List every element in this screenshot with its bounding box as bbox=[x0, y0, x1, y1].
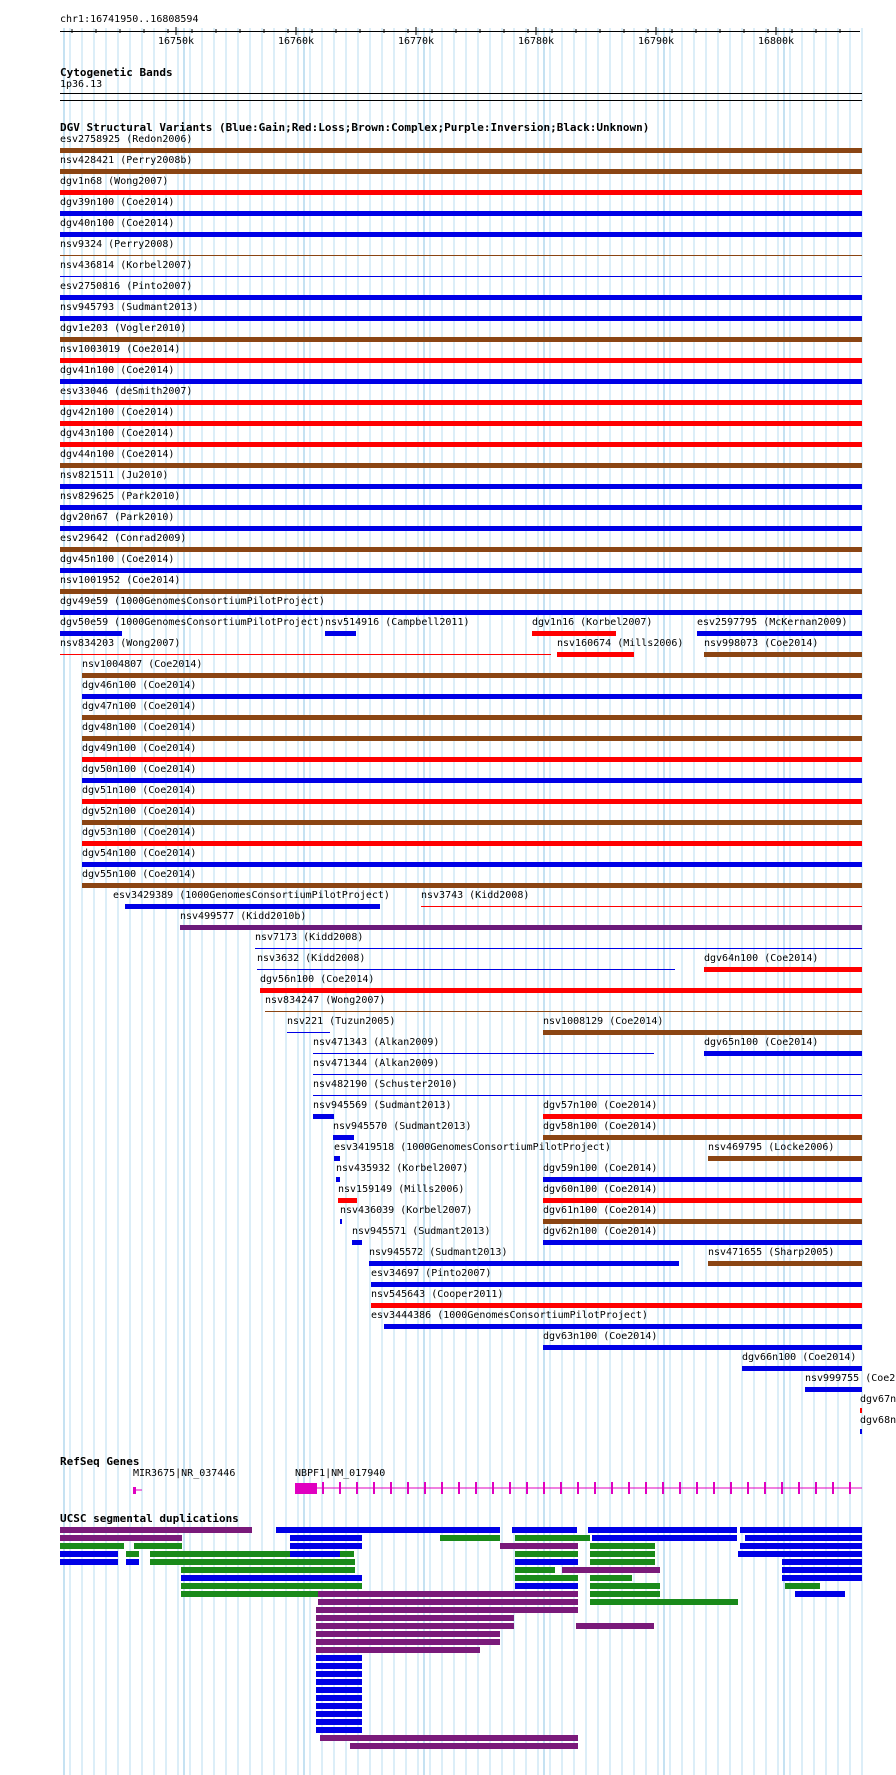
gene-nbpf1-exon[interactable] bbox=[611, 1482, 613, 1494]
dgv-feature-bar[interactable] bbox=[265, 1011, 862, 1012]
dgv-feature-bar[interactable] bbox=[255, 948, 862, 949]
gene-nbpf1-exon[interactable] bbox=[424, 1482, 426, 1494]
dgv-feature-label[interactable]: nsv435932 (Korbel2007) bbox=[336, 1163, 469, 1174]
dgv-feature-bar[interactable] bbox=[60, 547, 862, 552]
dgv-feature-label[interactable]: nsv428421 (Perry2008b) bbox=[60, 155, 193, 166]
dgv-feature-bar[interactable] bbox=[333, 1135, 354, 1140]
dgv-feature-bar[interactable] bbox=[82, 757, 862, 762]
dgv-feature-bar[interactable] bbox=[860, 1429, 862, 1434]
dgv-feature-bar[interactable] bbox=[704, 652, 862, 657]
segdup-bar[interactable] bbox=[181, 1567, 355, 1573]
dgv-feature-label[interactable]: dgv46n100 (Coe2014) bbox=[82, 680, 197, 691]
dgv-feature-label[interactable]: nsv436039 (Korbel2007) bbox=[340, 1205, 473, 1216]
dgv-feature-label[interactable]: esv3429389 (1000GenomesConsortiumPilotProject) bbox=[113, 890, 390, 901]
gene-nbpf1-exon[interactable] bbox=[339, 1482, 341, 1494]
dgv-feature-bar[interactable] bbox=[82, 778, 862, 783]
gene-nbpf1-exon[interactable] bbox=[526, 1482, 528, 1494]
dgv-feature-bar[interactable] bbox=[543, 1177, 862, 1182]
dgv-feature-bar[interactable] bbox=[60, 379, 862, 384]
track-title-refseq[interactable]: RefSeq Genes bbox=[60, 1455, 140, 1468]
segdup-bar[interactable] bbox=[318, 1599, 578, 1605]
segdup-bar[interactable] bbox=[60, 1551, 118, 1557]
segdup-bar[interactable] bbox=[316, 1647, 480, 1653]
segdup-bar[interactable] bbox=[134, 1543, 182, 1549]
dgv-feature-bar[interactable] bbox=[543, 1135, 862, 1140]
dgv-feature-label[interactable]: nsv471344 (Alkan2009) bbox=[313, 1058, 440, 1069]
gene-nbpf1-exon[interactable] bbox=[295, 1483, 317, 1494]
dgv-feature-bar[interactable] bbox=[313, 1114, 334, 1119]
dgv-feature-bar[interactable] bbox=[60, 610, 862, 615]
dgv-feature-label[interactable]: nsv821511 (Ju2010) bbox=[60, 470, 169, 481]
segdup-bar[interactable] bbox=[181, 1575, 362, 1581]
segdup-bar[interactable] bbox=[350, 1743, 578, 1749]
segdup-bar[interactable] bbox=[515, 1575, 578, 1581]
dgv-feature-label[interactable]: nsv436814 (Korbel2007) bbox=[60, 260, 193, 271]
dgv-feature-label[interactable]: dgv1n68 (Wong2007) bbox=[60, 176, 169, 187]
dgv-feature-bar[interactable] bbox=[60, 505, 862, 510]
dgv-feature-bar[interactable] bbox=[60, 255, 862, 256]
dgv-feature-bar[interactable] bbox=[543, 1345, 862, 1350]
segdup-bar[interactable] bbox=[316, 1607, 578, 1613]
segdup-bar[interactable] bbox=[316, 1687, 362, 1693]
dgv-feature-bar[interactable] bbox=[543, 1219, 862, 1224]
gene-nbpf1-exon[interactable] bbox=[390, 1482, 392, 1494]
gene-nbpf1-exon[interactable] bbox=[373, 1482, 375, 1494]
dgv-feature-label[interactable]: nsv482190 (Schuster2010) bbox=[313, 1079, 458, 1090]
segdup-bar[interactable] bbox=[316, 1695, 362, 1701]
dgv-feature-label[interactable]: esv29642 (Conrad2009) bbox=[60, 533, 187, 544]
dgv-feature-bar[interactable] bbox=[708, 1156, 862, 1161]
dgv-feature-bar[interactable] bbox=[60, 148, 862, 153]
segdup-bar[interactable] bbox=[318, 1591, 578, 1597]
dgv-feature-label[interactable]: dgv49e59 (1000GenomesConsortiumPilotProject) bbox=[60, 596, 325, 607]
segdup-bar[interactable] bbox=[316, 1623, 514, 1629]
gene-nbpf1-exon[interactable] bbox=[628, 1482, 630, 1494]
dgv-feature-bar[interactable] bbox=[313, 1095, 862, 1096]
segdup-bar[interactable] bbox=[440, 1535, 500, 1541]
dgv-feature-bar[interactable] bbox=[60, 211, 862, 216]
segdup-bar[interactable] bbox=[782, 1575, 862, 1581]
segdup-bar[interactable] bbox=[126, 1551, 139, 1557]
segdup-bar[interactable] bbox=[316, 1631, 500, 1637]
gene-nbpf1-exon[interactable] bbox=[679, 1482, 681, 1494]
segdup-bar[interactable] bbox=[316, 1671, 362, 1677]
ruler-line bbox=[60, 31, 860, 32]
gene-label-mir3675[interactable]: MIR3675|NR_037446 bbox=[133, 1468, 236, 1479]
ruler-tick-label: 16780k bbox=[517, 36, 555, 47]
dgv-feature-label[interactable]: dgv50e59 (1000GenomesConsortiumPilotProject) bbox=[60, 617, 325, 628]
dgv-feature-bar[interactable] bbox=[421, 906, 862, 907]
segdup-bar[interactable] bbox=[590, 1551, 655, 1557]
dgv-feature-label[interactable]: dgv68n bbox=[860, 1415, 896, 1426]
segdup-bar[interactable] bbox=[60, 1527, 252, 1533]
segdup-bar[interactable] bbox=[562, 1567, 660, 1573]
dgv-feature-bar[interactable] bbox=[82, 820, 862, 825]
dgv-feature-label[interactable]: nsv1001952 (Coe2014) bbox=[60, 575, 181, 586]
segdup-bar[interactable] bbox=[795, 1591, 845, 1597]
gene-nbpf1-exon[interactable] bbox=[713, 1482, 715, 1494]
dgv-feature-label[interactable]: dgv67n bbox=[860, 1394, 896, 1405]
dgv-feature-label[interactable]: dgv1e203 (Vogler2010) bbox=[60, 323, 187, 334]
dgv-feature-label[interactable]: dgv57n100 (Coe2014) bbox=[543, 1100, 658, 1111]
dgv-feature-bar[interactable] bbox=[704, 1051, 862, 1056]
dgv-feature-bar[interactable] bbox=[82, 694, 862, 699]
dgv-feature-bar[interactable] bbox=[60, 589, 862, 594]
dgv-feature-bar[interactable] bbox=[340, 1219, 342, 1224]
coordinate-label: chr1:16741950..16808594 bbox=[60, 14, 199, 25]
dgv-feature-bar[interactable] bbox=[180, 925, 862, 930]
segdup-bar[interactable] bbox=[320, 1735, 578, 1741]
gene-nbpf1-exon[interactable] bbox=[832, 1482, 834, 1494]
segdup-bar[interactable] bbox=[512, 1527, 577, 1533]
segdup-bar[interactable] bbox=[515, 1551, 578, 1557]
segdup-bar[interactable] bbox=[740, 1543, 862, 1549]
dgv-feature-bar[interactable] bbox=[557, 652, 634, 657]
dgv-feature-bar[interactable] bbox=[860, 1408, 862, 1413]
dgv-feature-label[interactable]: nsv945793 (Sudmant2013) bbox=[60, 302, 199, 313]
dgv-feature-bar[interactable] bbox=[805, 1387, 862, 1392]
dgv-feature-label[interactable]: nsv3632 (Kidd2008) bbox=[257, 953, 366, 964]
dgv-feature-label[interactable]: dgv45n100 (Coe2014) bbox=[60, 554, 175, 565]
dgv-feature-label[interactable]: nsv514916 (Campbell2011) bbox=[325, 617, 470, 628]
dgv-feature-label[interactable]: esv2597795 (McKernan2009) bbox=[697, 617, 848, 628]
gene-nbpf1-exon[interactable] bbox=[781, 1482, 783, 1494]
segdup-bar[interactable] bbox=[590, 1599, 738, 1605]
segdup-bar[interactable] bbox=[500, 1543, 578, 1549]
dgv-feature-label[interactable]: esv3419518 (1000GenomesConsortiumPilotProject) bbox=[334, 1142, 611, 1153]
dgv-feature-bar[interactable] bbox=[60, 654, 551, 655]
segdup-bar[interactable] bbox=[590, 1559, 655, 1565]
gene-nbpf1-exon[interactable] bbox=[458, 1482, 460, 1494]
segdup-bar[interactable] bbox=[290, 1535, 362, 1541]
segdup-bar[interactable] bbox=[290, 1551, 340, 1557]
gene-nbpf1-exon[interactable] bbox=[322, 1482, 324, 1494]
segdup-bar[interactable] bbox=[782, 1567, 862, 1573]
dgv-feature-bar[interactable] bbox=[352, 1240, 362, 1245]
dgv-feature-bar[interactable] bbox=[287, 1032, 330, 1033]
dgv-feature-bar[interactable] bbox=[543, 1030, 862, 1035]
ruler-tick-label: 16770k bbox=[397, 36, 435, 47]
dgv-feature-label[interactable]: nsv999755 (Coe2 bbox=[805, 1373, 896, 1384]
dgv-feature-label[interactable]: esv2750816 (Pinto2007) bbox=[60, 281, 193, 292]
dgv-feature-label[interactable]: dgv41n100 (Coe2014) bbox=[60, 365, 175, 376]
dgv-feature-label[interactable]: dgv20n67 (Park2010) bbox=[60, 512, 175, 523]
segdup-bar[interactable] bbox=[181, 1583, 362, 1589]
dgv-feature-bar[interactable] bbox=[313, 1053, 654, 1054]
ruler-tick-label: 16800k bbox=[757, 36, 795, 47]
dgv-feature-label[interactable]: nsv945572 (Sudmant2013) bbox=[369, 1247, 508, 1258]
dgv-feature-label[interactable]: dgv64n100 (Coe2014) bbox=[704, 953, 819, 964]
dgv-feature-bar[interactable] bbox=[82, 883, 862, 888]
dgv-feature-bar[interactable] bbox=[742, 1366, 862, 1371]
dgv-feature-bar[interactable] bbox=[260, 988, 862, 993]
dgv-feature-bar[interactable] bbox=[82, 862, 862, 867]
dgv-feature-bar[interactable] bbox=[82, 736, 862, 741]
dgv-feature-bar[interactable] bbox=[704, 967, 862, 972]
dgv-feature-bar[interactable] bbox=[371, 1282, 862, 1287]
dgv-feature-label[interactable]: dgv50n100 (Coe2014) bbox=[82, 764, 197, 775]
segdup-bar[interactable] bbox=[290, 1543, 362, 1549]
segdup-bar[interactable] bbox=[150, 1559, 355, 1565]
segdup-bar[interactable] bbox=[316, 1639, 500, 1645]
gene-mir3675-exon[interactable] bbox=[133, 1487, 136, 1494]
segdup-bar[interactable] bbox=[515, 1567, 555, 1573]
dgv-feature-label[interactable]: dgv65n100 (Coe2014) bbox=[704, 1037, 819, 1048]
dgv-feature-bar[interactable] bbox=[82, 673, 862, 678]
dgv-feature-bar[interactable] bbox=[60, 232, 862, 237]
segdup-bar[interactable] bbox=[740, 1527, 862, 1533]
segdup-bar[interactable] bbox=[316, 1663, 362, 1669]
dgv-feature-label[interactable]: dgv60n100 (Coe2014) bbox=[543, 1184, 658, 1195]
segdup-bar[interactable] bbox=[590, 1575, 632, 1581]
gene-label-nbpf1[interactable]: NBPF1|NM_017940 bbox=[295, 1468, 386, 1479]
dgv-feature-label[interactable]: nsv159149 (Mills2006) bbox=[338, 1184, 465, 1195]
segdup-bar[interactable] bbox=[592, 1535, 737, 1541]
dgv-feature-label[interactable]: dgv56n100 (Coe2014) bbox=[260, 974, 375, 985]
segdup-bar[interactable] bbox=[316, 1679, 362, 1685]
cytoband-label: 1p36.13 bbox=[60, 79, 103, 90]
segdup-bar[interactable] bbox=[515, 1535, 590, 1541]
gene-nbpf1-exon[interactable] bbox=[492, 1482, 494, 1494]
dgv-feature-bar[interactable] bbox=[543, 1198, 862, 1203]
gene-nbpf1-exon[interactable] bbox=[407, 1482, 409, 1494]
segdup-bar[interactable] bbox=[316, 1719, 362, 1725]
dgv-feature-label[interactable]: dgv63n100 (Coe2014) bbox=[543, 1331, 658, 1342]
gene-nbpf1-exon[interactable] bbox=[356, 1482, 358, 1494]
dgv-feature-label[interactable]: dgv66n100 (Coe2014) bbox=[742, 1352, 857, 1363]
dgv-feature-bar[interactable] bbox=[82, 799, 862, 804]
dgv-feature-bar[interactable] bbox=[60, 484, 862, 489]
ruler-tick-label: 16790k bbox=[637, 36, 675, 47]
dgv-feature-bar[interactable] bbox=[532, 631, 616, 636]
dgv-feature-label[interactable]: dgv61n100 (Coe2014) bbox=[543, 1205, 658, 1216]
dgv-feature-label[interactable]: dgv48n100 (Coe2014) bbox=[82, 722, 197, 733]
segdup-bar[interactable] bbox=[60, 1543, 124, 1549]
dgv-feature-label[interactable]: nsv499577 (Kidd2010b) bbox=[180, 911, 307, 922]
dgv-feature-label[interactable]: nsv834203 (Wong2007) bbox=[60, 638, 181, 649]
segdup-bar[interactable] bbox=[782, 1559, 862, 1565]
segdup-bar[interactable] bbox=[316, 1711, 362, 1717]
dgv-feature-bar[interactable] bbox=[60, 295, 862, 300]
dgv-feature-label[interactable]: nsv471343 (Alkan2009) bbox=[313, 1037, 440, 1048]
gene-nbpf1-exon[interactable] bbox=[730, 1482, 732, 1494]
dgv-feature-bar[interactable] bbox=[60, 358, 862, 363]
dgv-feature-label[interactable]: dgv54n100 (Coe2014) bbox=[82, 848, 197, 859]
dgv-feature-bar[interactable] bbox=[60, 169, 862, 174]
dgv-feature-label[interactable]: dgv44n100 (Coe2014) bbox=[60, 449, 175, 460]
track-title-segdup[interactable]: UCSC segmental duplications bbox=[60, 1512, 239, 1525]
dgv-feature-label[interactable]: nsv7173 (Kidd2008) bbox=[255, 932, 364, 943]
segdup-bar[interactable] bbox=[60, 1535, 182, 1541]
dgv-feature-label[interactable]: dgv49n100 (Coe2014) bbox=[82, 743, 197, 754]
dgv-feature-bar[interactable] bbox=[60, 463, 862, 468]
segdup-bar[interactable] bbox=[576, 1623, 654, 1629]
dgv-feature-bar[interactable] bbox=[334, 1156, 340, 1161]
dgv-feature-label[interactable]: nsv1008129 (Coe2014) bbox=[543, 1016, 664, 1027]
dgv-feature-label[interactable]: nsv945571 (Sudmant2013) bbox=[352, 1226, 491, 1237]
dgv-feature-bar[interactable] bbox=[60, 400, 862, 405]
dgv-feature-label[interactable]: dgv52n100 (Coe2014) bbox=[82, 806, 197, 817]
segdup-bar[interactable] bbox=[515, 1559, 578, 1565]
dgv-feature-bar[interactable] bbox=[708, 1261, 862, 1266]
dgv-feature-label[interactable]: nsv945570 (Sudmant2013) bbox=[333, 1121, 472, 1132]
dgv-feature-label[interactable]: dgv58n100 (Coe2014) bbox=[543, 1121, 658, 1132]
dgv-feature-label[interactable]: dgv43n100 (Coe2014) bbox=[60, 428, 175, 439]
ruler-tick-label: 16750k bbox=[157, 36, 195, 47]
dgv-feature-bar[interactable] bbox=[125, 904, 380, 909]
dgv-feature-bar[interactable] bbox=[60, 276, 862, 277]
gene-nbpf1-exon[interactable] bbox=[594, 1482, 596, 1494]
dgv-feature-bar[interactable] bbox=[325, 631, 356, 636]
dgv-feature-bar[interactable] bbox=[60, 421, 862, 426]
gene-nbpf1-exon[interactable] bbox=[798, 1482, 800, 1494]
segdup-bar[interactable] bbox=[60, 1559, 118, 1565]
dgv-feature-label[interactable]: dgv1n16 (Korbel2007) bbox=[532, 617, 653, 628]
dgv-feature-label[interactable]: nsv1003019 (Coe2014) bbox=[60, 344, 181, 355]
gene-nbpf1-exon[interactable] bbox=[645, 1482, 647, 1494]
dgv-feature-bar[interactable] bbox=[371, 1303, 862, 1308]
segdup-bar[interactable] bbox=[316, 1615, 514, 1621]
dgv-feature-bar[interactable] bbox=[60, 568, 862, 573]
gene-nbpf1-exon[interactable] bbox=[577, 1482, 579, 1494]
segdup-bar[interactable] bbox=[316, 1727, 362, 1733]
gene-nbpf1-exon[interactable] bbox=[560, 1482, 562, 1494]
dgv-feature-label[interactable]: esv2758925 (Redon2006) bbox=[60, 134, 193, 145]
dgv-feature-bar[interactable] bbox=[543, 1240, 862, 1245]
dgv-feature-bar[interactable] bbox=[82, 841, 862, 846]
dgv-feature-label[interactable]: dgv40n100 (Coe2014) bbox=[60, 218, 175, 229]
track-title-dgv[interactable]: DGV Structural Variants (Blue:Gain;Red:Loss;Brown:Complex;Purple:Inversion;Black:Unknown) bbox=[60, 121, 650, 134]
segdup-bar[interactable] bbox=[590, 1543, 655, 1549]
dgv-feature-bar[interactable] bbox=[60, 190, 862, 195]
cytoband-line-top bbox=[60, 93, 862, 94]
dgv-feature-label[interactable]: esv34697 (Pinto2007) bbox=[371, 1268, 492, 1279]
gene-nbpf1-exon[interactable] bbox=[662, 1482, 664, 1494]
gene-nbpf1-exon[interactable] bbox=[475, 1482, 477, 1494]
gene-nbpf1-exon[interactable] bbox=[747, 1482, 749, 1494]
gene-nbpf1-exon[interactable] bbox=[441, 1482, 443, 1494]
dgv-feature-bar[interactable] bbox=[60, 631, 122, 636]
dgv-feature-label[interactable]: nsv471655 (Sharp2005) bbox=[708, 1247, 835, 1258]
dgv-feature-label[interactable]: nsv1004807 (Coe2014) bbox=[82, 659, 203, 670]
dgv-feature-label[interactable]: nsv945569 (Sudmant2013) bbox=[313, 1100, 452, 1111]
dgv-feature-bar[interactable] bbox=[338, 1198, 357, 1203]
segdup-bar[interactable] bbox=[316, 1655, 362, 1661]
dgv-feature-bar[interactable] bbox=[60, 337, 862, 342]
dgv-feature-label[interactable]: nsv834247 (Wong2007) bbox=[265, 995, 386, 1006]
gene-nbpf1-exon[interactable] bbox=[815, 1482, 817, 1494]
gene-nbpf1-exon[interactable] bbox=[696, 1482, 698, 1494]
segdup-bar[interactable] bbox=[276, 1527, 500, 1533]
dgv-feature-label[interactable]: nsv469795 (Locke2006) bbox=[708, 1142, 835, 1153]
gene-nbpf1-exon[interactable] bbox=[543, 1482, 545, 1494]
dgv-feature-bar[interactable] bbox=[82, 715, 862, 720]
dgv-feature-bar[interactable] bbox=[60, 316, 862, 321]
dgv-feature-bar[interactable] bbox=[60, 526, 862, 531]
dgv-feature-label[interactable]: dgv39n100 (Coe2014) bbox=[60, 197, 175, 208]
segdup-bar[interactable] bbox=[738, 1551, 862, 1557]
segdup-bar[interactable] bbox=[590, 1591, 660, 1597]
ruler-tick-label: 16760k bbox=[277, 36, 315, 47]
segdup-bar[interactable] bbox=[126, 1559, 139, 1565]
dgv-feature-bar[interactable] bbox=[369, 1261, 679, 1266]
segdup-bar[interactable] bbox=[515, 1583, 578, 1589]
dgv-feature-bar[interactable] bbox=[336, 1177, 340, 1182]
gene-nbpf1-exon[interactable] bbox=[764, 1482, 766, 1494]
segdup-bar[interactable] bbox=[785, 1583, 820, 1589]
dgv-feature-label[interactable]: esv3444386 (1000GenomesConsortiumPilotProject) bbox=[371, 1310, 648, 1321]
dgv-feature-label[interactable]: nsv3743 (Kidd2008) bbox=[421, 890, 530, 901]
track-title-cytoband[interactable]: Cytogenetic Bands bbox=[60, 66, 173, 79]
dgv-feature-label[interactable]: esv33046 (deSmith2007) bbox=[60, 386, 193, 397]
dgv-feature-label[interactable]: dgv47n100 (Coe2014) bbox=[82, 701, 197, 712]
segdup-bar[interactable] bbox=[745, 1535, 862, 1541]
dgv-feature-label[interactable]: nsv9324 (Perry2008) bbox=[60, 239, 175, 250]
dgv-feature-label[interactable]: dgv62n100 (Coe2014) bbox=[543, 1226, 658, 1237]
segdup-bar[interactable] bbox=[588, 1527, 737, 1533]
dgv-feature-label[interactable]: dgv59n100 (Coe2014) bbox=[543, 1163, 658, 1174]
dgv-feature-label[interactable]: nsv545643 (Cooper2011) bbox=[371, 1289, 504, 1300]
dgv-feature-bar[interactable] bbox=[697, 631, 862, 636]
dgv-feature-label[interactable]: dgv53n100 (Coe2014) bbox=[82, 827, 197, 838]
dgv-feature-label[interactable]: nsv998073 (Coe2014) bbox=[704, 638, 819, 649]
dgv-feature-label[interactable]: dgv51n100 (Coe2014) bbox=[82, 785, 197, 796]
gene-nbpf1-exon[interactable] bbox=[849, 1482, 851, 1494]
dgv-feature-label[interactable]: dgv42n100 (Coe2014) bbox=[60, 407, 175, 418]
cytoband-line-bottom bbox=[60, 100, 862, 101]
dgv-feature-bar[interactable] bbox=[60, 442, 862, 447]
dgv-feature-bar[interactable] bbox=[313, 1074, 862, 1075]
segdup-bar[interactable] bbox=[590, 1583, 660, 1589]
dgv-feature-bar[interactable] bbox=[384, 1324, 862, 1329]
segdup-bar[interactable] bbox=[316, 1703, 362, 1709]
dgv-feature-bar[interactable] bbox=[543, 1114, 862, 1119]
dgv-feature-label[interactable]: nsv221 (Tuzun2005) bbox=[287, 1016, 396, 1027]
dgv-feature-bar[interactable] bbox=[257, 969, 675, 970]
gene-nbpf1-exon[interactable] bbox=[509, 1482, 511, 1494]
dgv-feature-label[interactable]: nsv160674 (Mills2006) bbox=[557, 638, 684, 649]
dgv-feature-label[interactable]: nsv829625 (Park2010) bbox=[60, 491, 181, 502]
dgv-feature-label[interactable]: dgv55n100 (Coe2014) bbox=[82, 869, 197, 880]
